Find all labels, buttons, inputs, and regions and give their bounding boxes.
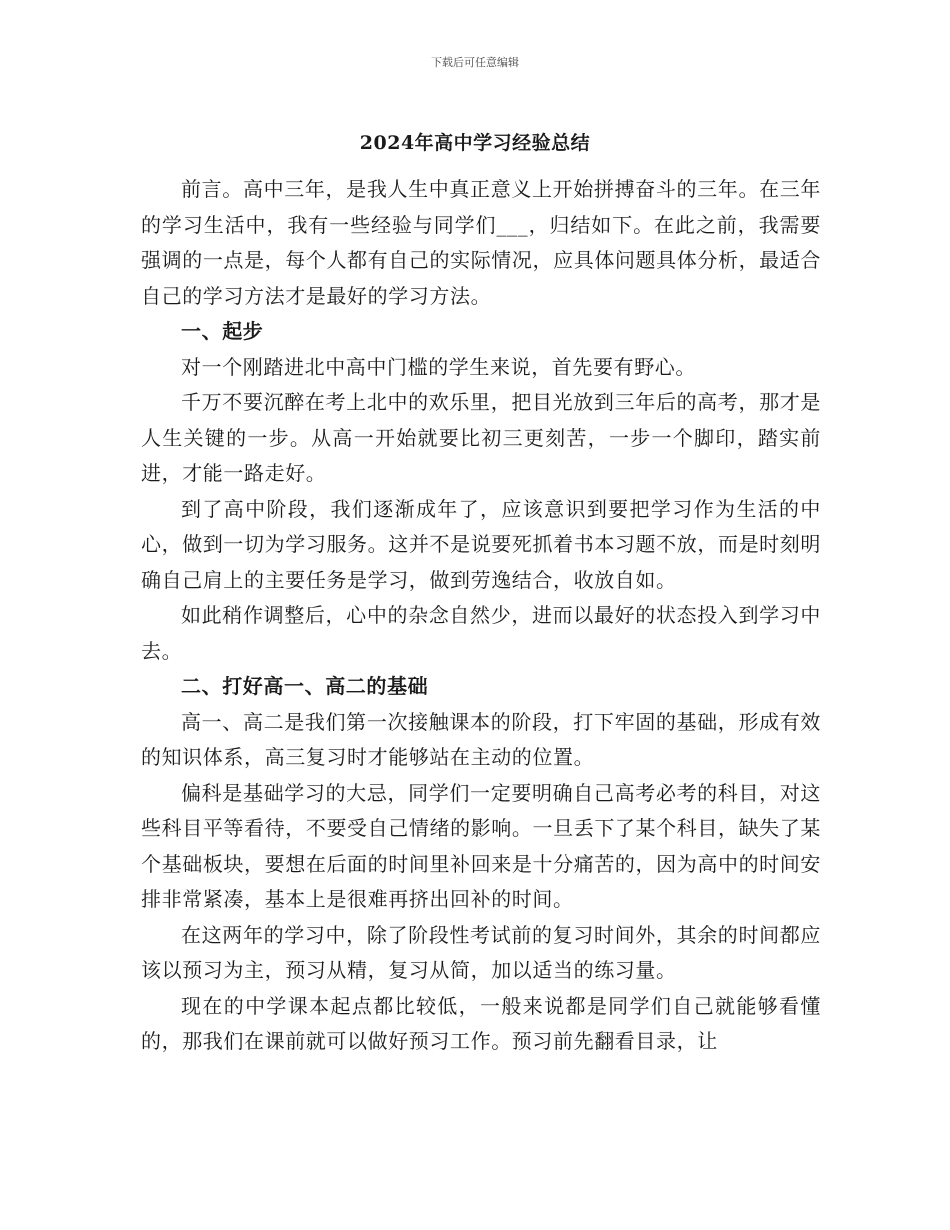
paragraph: 千万不要沉醉在考上北中的欢乐里，把目光放到三年后的高考，那才是人生关键的一步。从高一开始就要比初三更刻苦，一步一个脚印，踏实前进，才能一路走好。 <box>141 390 821 485</box>
paragraph-preface: 前言。高中三年，是我人生中真正意义上开始拼搏奋斗的三年。在三年的学习生活中，我有一些经验与同学们___，归结如下。在此之前，我需要强调的一点是，每个人都有自己的实际情况，应具体问题具体分析，最适合自己的学习方法才是最好的学习方法。 <box>141 177 821 308</box>
paragraph: 对一个刚踏进北中高中门槛的学生来说，首先要有野心。 <box>181 354 696 379</box>
paragraph: 到了高中阶段，我们逐渐成年了，应该意识到要把学习作为生活的中心，做到一切为学习服务。这并不是说要死抓着书本习题不放，而是时刻明确自己肩上的主要任务是学习，做到劳逸结合，收放自如。 <box>141 496 821 592</box>
paragraph: 现在的中学课本起点都比较低，一般来说都是同学们自己就能够看懂的，那我们在课前就可以做好预习工作。预习前先翻看目录，让 <box>141 993 821 1053</box>
paragraph: 高一、高二是我们第一次接触课本的阶段，打下牢固的基础，形成有效的知识体系，高三复习时才能够站在主动的位置。 <box>141 709 821 769</box>
paragraph: 如此稍作调整后，心中的杂念自然少，进而以最好的状态投入到学习中去。 <box>141 603 821 663</box>
document-body <box>141 172 821 1060</box>
document-title: 2024年高中学习经验总结 <box>359 132 591 154</box>
paragraph: 偏科是基础学习的大忌，同学们一定要明确自己高考必考的科目，对这些科目平等看待，不要受自己情绪的影响。一旦丢下了某个科目，缺失了某个基础板块，要想在后面的时间里补回来是十分痛苦的，因为高中的时间安排非常紧凑，基本上是很难再挤出回补的时间。 <box>141 780 821 911</box>
paragraph: 在这两年的学习中，除了阶段性考试前的复习时间外，其余的时间都应该以预习为主，预习从精，复习从简，加以适当的练习量。 <box>141 922 821 982</box>
section-heading-foundation: 二、打好高一、高二的基础 <box>181 674 429 698</box>
header-note: 下载后可任意编辑 <box>431 56 519 69</box>
section-heading-start: 一、起步 <box>181 319 264 343</box>
